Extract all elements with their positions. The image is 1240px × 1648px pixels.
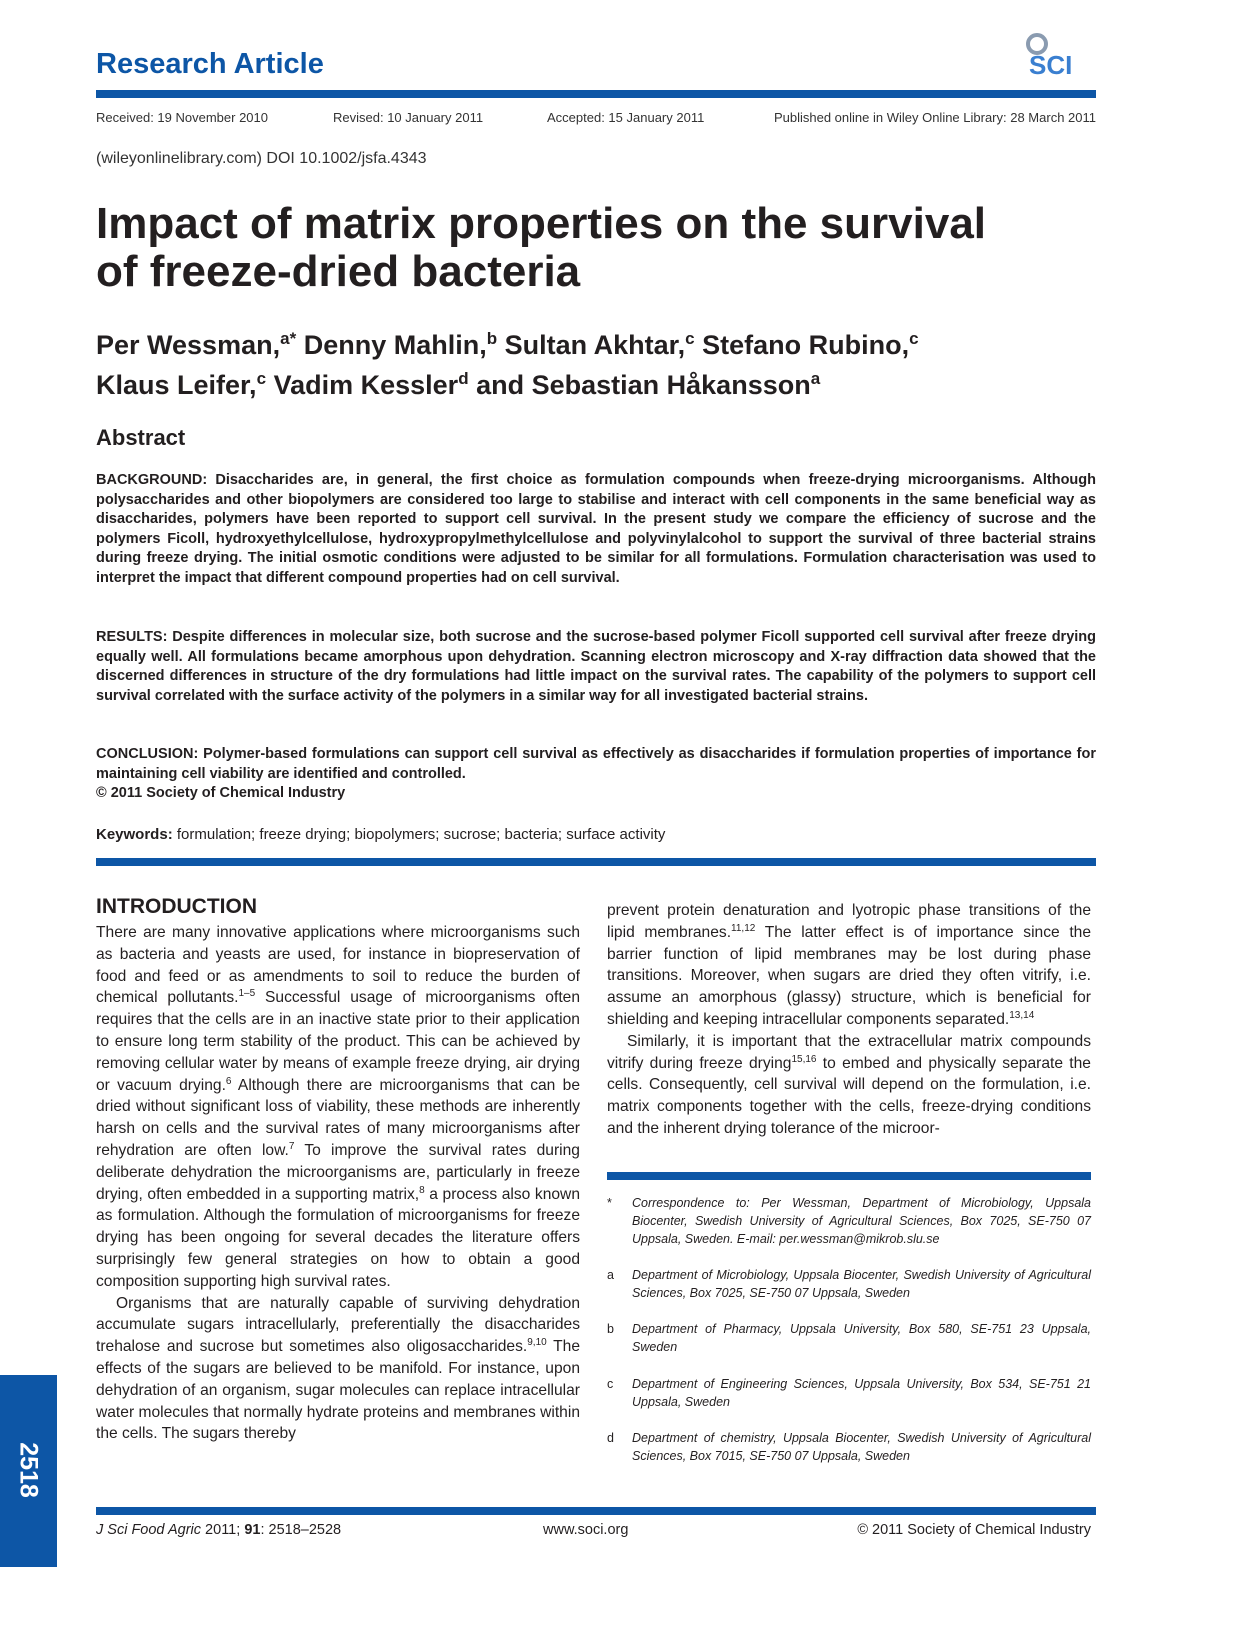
published-date: Published online in Wiley Online Library: 28 March 2011 xyxy=(773,110,1096,125)
author-name: Vadim Kessler xyxy=(273,370,459,400)
affiliation-text: Department of Engineering Sciences, Uppsala University, Box 534, SE-751 21 Uppsala, Sweden xyxy=(632,1377,1091,1409)
author-name: Klaus Leifer, xyxy=(96,370,257,400)
affiliation-label: c xyxy=(607,1377,614,1391)
paragraph: There are many innovative applications where microorganisms such as bacteria and yeasts are used, for instance in biopreservation of food and feed or as amendments to soil to reduce the burden of chemical pollutants.$^{1-5}$ Successful usage of microorganisms often requires that the cells are in an inactive state prior to their application to ensure long term stability of the product. This can be achieved by removing cellular water by means of example freeze drying, air drying or vacuum drying.$^6$ Although there are microorganisms that can be dried without significant loss of viability, these methods are inherently harsh on cells and the survival rates of many microorganisms after rehydration are often low.$^7$ To improve the survival rates during deliberate dehydration the microorganisms are, particularly in freeze drying, often embedded in a supporting matrix,$^8$ a process also known as formulation. Although the formulation of microorganisms for freeze drying has been ongoing for several decades the literature offers surprisingly few general strategies on how to obtain a good composition supporting high survival rates. xyxy=(96,924,580,1290)
title-line-1: Impact of matrix properties on the survival xyxy=(96,199,987,248)
revised-date: Revised: 10 January 2011 xyxy=(333,110,484,125)
author-name: Per Wessman, xyxy=(96,330,281,360)
page-number: 2518 xyxy=(14,1442,43,1498)
affiliation-text: Correspondence to: Per Wessman, Department of Microbiology, Uppsala Biocenter, Swedish University of Agricultural Sciences, Box 7025, SE-750 07 Uppsala, Sweden. E-mail: per.wessman@mikrob.slu.se xyxy=(632,1196,1091,1246)
abstract-rule xyxy=(96,858,1096,866)
header-rule xyxy=(96,90,1096,98)
affiliation-label: a xyxy=(607,1268,614,1282)
author-affiliation: b xyxy=(486,329,498,348)
affiliation-c xyxy=(607,1375,1091,1411)
keywords-text: formulation; freeze drying; biopolymers; sucrose; bacteria; surface activity xyxy=(176,826,666,843)
abstract-heading: Abstract xyxy=(96,425,186,450)
abstract-conclusion xyxy=(96,745,1096,804)
affiliation-label: b xyxy=(607,1322,614,1336)
affiliation-text: Department of chemistry, Uppsala Biocenter, Swedish University of Agricultural Sciences, Box 7015, SE-750 07 Uppsala, Sweden xyxy=(632,1431,1091,1463)
conclusion-text: CONCLUSION: Polymer-based formulations can support cell survival as effectively as disaccharides if formulation properties of importance for maintaining cell viability are identified and controlled. xyxy=(96,746,1096,782)
author-affiliation: c xyxy=(909,329,919,348)
affiliations-rule xyxy=(607,1172,1091,1180)
author-name: and Sebastian Håkansson xyxy=(476,370,811,400)
paragraph: Similarly, it is important that the extracellular matrix compounds vitrify during freeze drying$^{15,16}$ to embed and physically separate the cells. Consequently, cell survival will depend on the formulation, i.e. matrix components together with the cells, freeze-drying conditions and the inherent drying tolerance of the microor- xyxy=(607,1032,1091,1137)
abstract-background: BACKGROUND: Disaccharides are, in general, the first choice as formulation compounds when freeze-drying microorganisms. Although polysaccharides and other biopolymers are considered too large to stabilise and interact with cell components in the same beneficial way as disaccharides, polymers have been reported to support cell survival. In the present study we compare the efficiency of sucrose and the polymers Ficoll, hydroxyethylcellulose, hydroxypropylmethylcellulose and polyvinylalcohol to support the survival of three bacterial strains during freeze drying. The initial osmotic conditions were adjusted to be similar for all formulations. Formulation characterisation was used to interpret the impact that different compound properties had on cell survival. xyxy=(96,472,1096,586)
footer-citation: J Sci Food Agric 2011; 91: 2518–2528 xyxy=(96,1522,342,1538)
left-column xyxy=(96,922,580,1445)
paragraph: Organisms that are naturally capable of surviving dehydration accumulate sugars intracellularly, preferentially the disaccharides trehalose and sucrose but sometimes also oligosaccharides.$^{9,10}$ The effects of the sugars are believed to be manifold. For instance, upon dehydration of an organism, sugar molecules can replace intracellular water molecules that normally hydrate proteins and membranes within the cells. The sugars thereby xyxy=(96,1294,581,1443)
accepted-date: Accepted: 15 January 2011 xyxy=(547,110,705,125)
author-name: Denny Mahlin, xyxy=(303,330,487,360)
affiliation-label: * xyxy=(607,1196,612,1210)
sci-logo xyxy=(1023,30,1093,80)
author-affiliation: c xyxy=(256,369,267,388)
right-column xyxy=(607,900,1091,1140)
affiliation-a xyxy=(607,1266,1091,1302)
title-line-2: of freeze-dried bacteria xyxy=(96,247,581,296)
article-type: Research Article xyxy=(96,48,324,80)
keywords xyxy=(96,826,665,843)
doi: (wileyonlinelibrary.com) DOI 10.1002/jsfa.4343 xyxy=(96,150,427,167)
footer-website[interactable]: www.soci.org xyxy=(543,1522,629,1538)
abstract-results: RESULTS: Despite differences in molecular size, both sucrose and the sucrose-based polymer Ficoll supported cell survival after freeze drying equally well. All formulations became amorphous upon dehydration. Scanning electron microscopy and X-ray diffraction data showed that the discerned differences in structure of the dry formulations had little impact on the survival rates. The capability of the polymers to support cell survival correlated with the surface activity of the polymers in a similar way for all investigated bacterial strains. xyxy=(96,629,1096,704)
introduction-heading: INTRODUCTION xyxy=(96,895,257,918)
affiliation-d xyxy=(607,1429,1091,1465)
article-title xyxy=(96,200,1096,296)
footer-copyright: © 2011 Society of Chemical Industry xyxy=(857,1522,1091,1538)
author-affiliation: c xyxy=(685,329,695,348)
volume: 91 xyxy=(244,1522,261,1538)
affiliation-label: d xyxy=(607,1431,614,1445)
author-affiliation: a xyxy=(810,369,821,388)
paragraph: prevent protein denaturation and lyotropic phase transitions of the lipid membranes.$^{11,12}$ The latter effect is of importance since the barrier function of lipid membranes may be lost during phase transitions. Moreover, when sugars are dried they often vitrify, i.e. assume an amorphous (glassy) structure, which is beneficial for shielding and keeping intracellular components separated.$^{13,14}$ xyxy=(607,902,1091,1028)
journal-name: J Sci Food Agric xyxy=(96,1522,202,1538)
author-affiliation: d xyxy=(458,369,469,388)
author-name: Sultan Akhtar, xyxy=(504,330,686,360)
logo-text: SCI xyxy=(1029,50,1073,80)
received-date: Received: 19 November 2010 xyxy=(96,110,268,125)
keywords-label: Keywords: xyxy=(96,826,173,843)
author-list xyxy=(96,322,1096,402)
correspondence-note xyxy=(607,1194,1091,1248)
abstract-copyright: © 2011 Society of Chemical Industry xyxy=(96,785,346,801)
affiliation-text: Department of Microbiology, Uppsala Biocenter, Swedish University of Agricultural Sciences, Box 7025, SE-750 07 Uppsala, Sweden xyxy=(632,1268,1091,1300)
author-name: Stefano Rubino, xyxy=(702,330,910,360)
affiliation-b xyxy=(607,1320,1091,1356)
affiliation-text: Department of Pharmacy, Uppsala University, Box 580, SE-751 23 Uppsala, Sweden xyxy=(632,1322,1091,1354)
footer-rule xyxy=(96,1507,1096,1515)
author-affiliation: a* xyxy=(280,329,297,348)
